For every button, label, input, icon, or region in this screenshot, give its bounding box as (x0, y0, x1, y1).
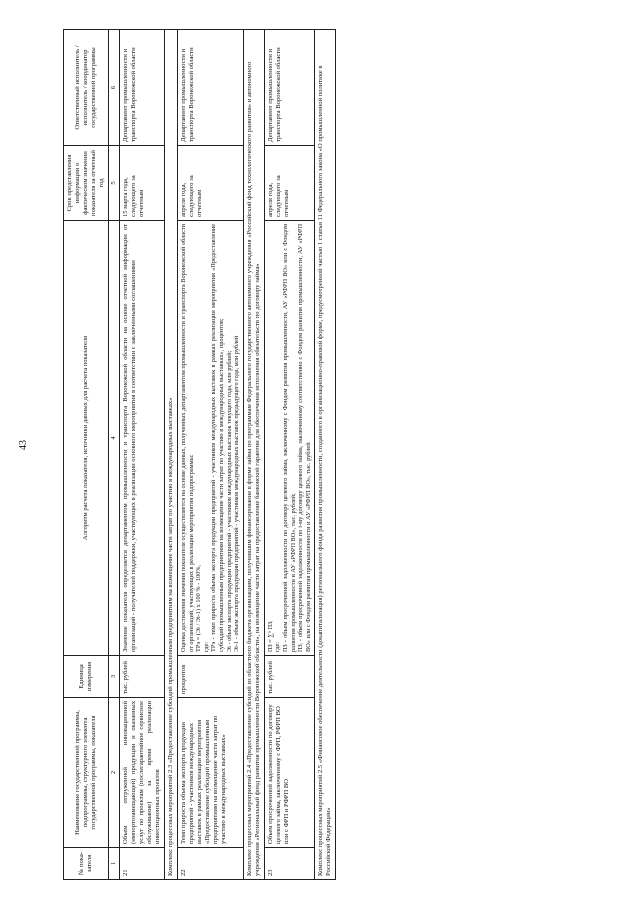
algorithm-where: где: (202, 641, 210, 652)
col-number: 4 (109, 221, 120, 656)
indicator-algorithm (264, 221, 315, 656)
col-number: 3 (109, 656, 120, 698)
algorithm-where: где: (274, 641, 282, 652)
indicator-responsible: Департамент промышленности и транспорта Воронежской области (178, 30, 244, 146)
algorithm-definition: Эi-1 - объем экспорта продукции предприятий - участников международных выставок предыдущего года, млн рублей (233, 335, 241, 652)
section-row (165, 30, 178, 880)
algorithm-formula: ТРэ = (Эi / Эi-1) x 100 % - 100%, (195, 564, 203, 652)
indicator-name: Объем отгруженной инновационной (импортозамещающей) продукции и оказанных услуг по проектам (послегарантийное сервисное обслуживание) за время реализации инвестиционных проектов (120, 698, 165, 848)
indicator-table-sheet (63, 30, 628, 880)
header-algorithm: Алгоритм расчета показателя, источники данных для расчета показателя (64, 221, 109, 656)
algorithm-intro: Оценка достижения значения показателя осуществляется на основе данных, полученных департаментом промышленности и транспорта Воронежской области от организаций, участвующих в реализации мероприятия подпрограммы: (180, 224, 195, 652)
col-number: 2 (109, 698, 120, 848)
algorithm-definition: Эi - объем экспорта продукции предприятий - участников международных выставок текущего года, млн рублей; (225, 350, 233, 652)
indicator-name: Темп прироста объема экспорта продукции предприятий - участников международных выставок в рамках реализации мероприятия «Предоставление субсидий промышленным предприятиям на возмещение части затрат по участию в международных выставках» (178, 698, 244, 848)
indicator-responsible: Департамент промышленности и транспорта Воронежской области (120, 30, 165, 146)
section-title: Комплекс процессных мероприятий 2.3 «Предоставление субсидий промышленным предприятиям на возмещение части затрат по участию в международных выставках» (165, 30, 178, 880)
algorithm-definition: ПЗ - объем просроченной задолженности по договору целевого займа, заключенному с Фондом развития промышленности, АУ «РФРП ВО» или с Фондом развития промышленности и АУ «РФРП ВО», тыс. рублей; (281, 224, 297, 652)
page-number: 43 (18, 440, 29, 450)
indicator-algorithm (178, 221, 244, 656)
column-number-row (109, 30, 120, 880)
header-number: № пока-зателя (64, 848, 109, 880)
indicator-unit: тыс. рублей (264, 656, 315, 698)
row-number: 21 (120, 848, 165, 880)
indicator-unit: процентов (178, 656, 244, 698)
header-name: Наименование государственной программы, подпрограммы, структурного элемента государственной программы, показателя (64, 698, 109, 848)
table-row (120, 30, 165, 880)
indicator-name: Объем просроченной задолженности по договору целевого займа, заключенному с ФРП, РФРП ВО или с ФРП и РФРП ВО (264, 698, 315, 848)
indicator-table (63, 29, 336, 880)
indicator-algorithm: Значение показателя определяется департаментом промышленности и транспорта Воронежской области на основе отчетной информации от организаций - получателей поддержки, участвующих в реализации основного мероприятия в соответствии с заключенными соглашениями (120, 221, 165, 656)
algorithm-formula: ПЗ = ∑ⁿ ПЗᵢ (266, 620, 274, 652)
section-row (243, 30, 264, 880)
indicator-deadline: апреля года, следующего за отчетным (264, 146, 315, 221)
section-title: Комплекс процессных мероприятий 2.4 «Предоставление субсидий из областного бюджета организациям, получившим финансирование в форме займа по программам Федерального государственного автономного учреждения «Российский фонд технологического развития» и автономного учреждения «Региональный фонд развития промышленности Воронежской области», на возмещение части затрат на предоставление банковской гарантии для обеспечения исполнения обязательств по договору займа» (243, 30, 264, 880)
indicator-unit: тыс. рублей (120, 656, 165, 698)
algorithm-definition: ПЗᵢ - объем просроченной задолженности по i-му договору целевого займа, заключенному соответственно с Фондом развития промышленности, АУ «РФРП ВО» или с Фондом развития промышленности и АУ «РФРП ВО», тыс. рублей (297, 224, 312, 652)
indicator-deadline: апреля года, следующего за отчетным (178, 146, 244, 221)
algorithm-definition: ТРэ - темп прироста объема экспорта продукции предприятий - участников международных выставок в рамках реализации мероприятия «Предоставление субсидий промышленным предприятиям на возмещение части затрат по участию в международных выставках», процентов; (210, 224, 225, 652)
section-title: Комплекс процессных мероприятий 2.5 «Финансовое обеспечение деятельности (докапитализация) регионального фонда развития промышленности, созданного в организационно-правовой форме, предусмотренной частью 1 статьи 11 Федерального закона «О промышленной политике в Российской Федерации» (315, 30, 336, 880)
section-row (315, 30, 336, 880)
table-row (178, 30, 244, 880)
header-responsible: Ответственный исполнитель / исполнитель / координатор государственной программы (64, 30, 109, 146)
indicator-deadline: 15 марта года, следующего за отчетным (120, 146, 165, 221)
row-number: 23 (264, 848, 315, 880)
row-number: 22 (178, 848, 244, 880)
indicator-responsible: Департамент промышленности и транспорта Воронежской области (264, 30, 315, 146)
col-number: 6 (109, 30, 120, 146)
table-row (264, 30, 315, 880)
col-number: 5 (109, 146, 120, 221)
col-number: 1 (109, 848, 120, 880)
header-deadline: Срок представления информации о фактическом значении показателя за отчетный год (64, 146, 109, 221)
header-unit: Единица измерения (64, 656, 109, 698)
header-row (64, 30, 109, 880)
